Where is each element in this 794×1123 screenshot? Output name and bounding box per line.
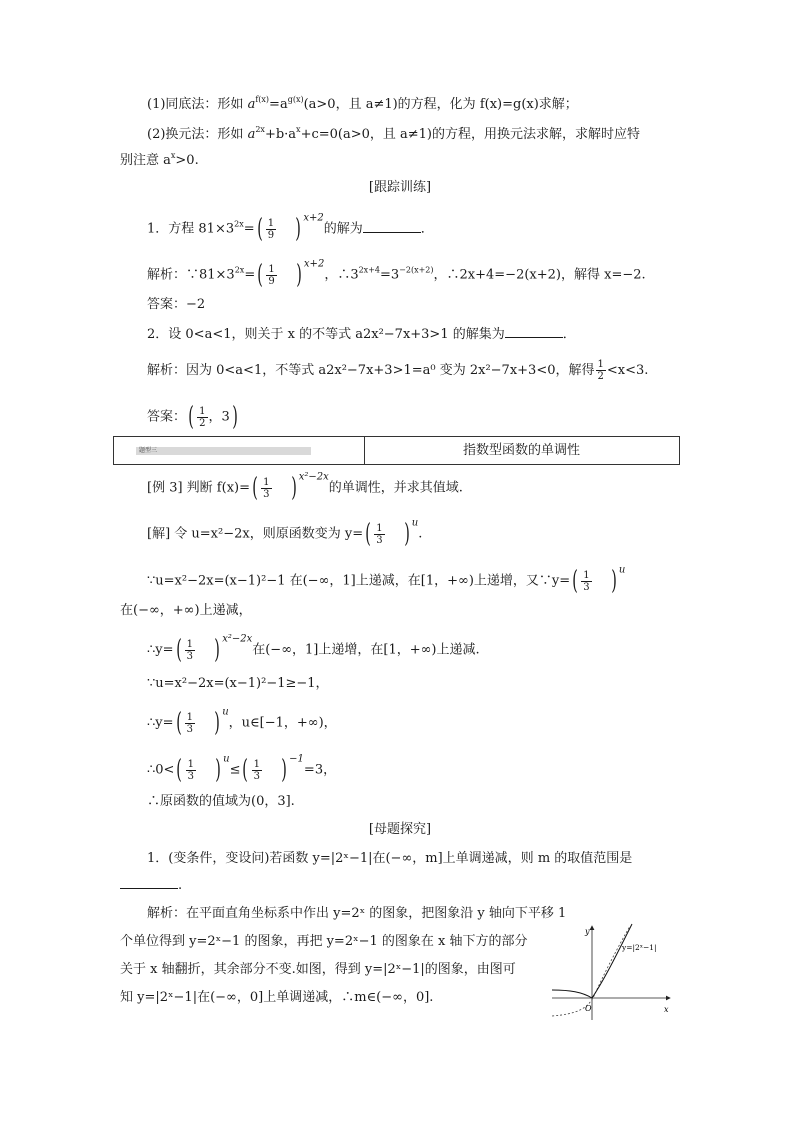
answer-blank[interactable] [363, 220, 421, 233]
section-heading-tracking: [跟踪训练] [368, 180, 432, 195]
answer-blank[interactable] [120, 876, 178, 889]
explore-question-blank-line: . [120, 876, 182, 895]
y-axis-label: y [585, 927, 590, 936]
solution-line-2: ∵u=x²−2x=(x−1)²−1 在(−∞，1]上递减，在[1，+∞)上递增，又∵y=( $\frac{1}{3}$ ) $^u$ [147, 564, 626, 596]
solution-line-5: ∵u=x²−2x=(x−1)²−1≥−1， [147, 676, 329, 691]
fraction: $\frac{1}{2}$ [597, 359, 604, 382]
explore-solution-3: 关于 x 轴翻折，其余部分不变.如图，得到 y=|2ˣ−1|的图象，由图可 [120, 962, 516, 977]
explore-solution-1: 解析：在平面直角坐标系中作出 y=2ˣ 的图象，把图象沿 y 轴向下平移 1 [147, 906, 567, 921]
function-graph [548, 920, 678, 1024]
method-2-line-2: 别注意 $a^x>0$. [120, 151, 199, 168]
curve-label: y=|2ˣ−1| [622, 943, 657, 952]
solution-line-6: ∴y=( $\frac{1}{3}$ ) $^u$，u∈[−1，+∞)， [147, 706, 337, 738]
topic-tag: 题型三 [136, 447, 311, 455]
explore-question: 1．(变条件，变设问)若函数 y=|2ˣ−1|在(−∞，m]上单调递减，则 m 的取值范围是 [147, 851, 633, 866]
solution-line-4: ∴y=( $\frac{1}{3}$ ) $^{x^2-2x}$在(−∞，1]上递增，在[1，+∞)上递减. [147, 633, 480, 665]
fraction: $\frac{1}{3}$ [263, 476, 270, 500]
question-1-solution: 解析：$\because 81\times 3^{2x}=$( $\frac{1}{9}$ ) $^{x+2}$，$\therefore 3^{2x+4}=3^{-2(x+2)}$，∴2x+4=−2(x+2)，解得 x=−2. [147, 258, 646, 290]
fraction: $\frac{1}{2}$ [199, 405, 206, 429]
question-2: 2．设 0<a<1，则关于 x 的不等式 a2x²−7x+3>1 的解集为 ． [147, 327, 576, 342]
solution-line-7: ∴0<( $\frac{1}{3}$ ) $^u$≤( $\frac{1}{3}$ ) $^{-1}$=3， [147, 753, 337, 785]
x-axis-label: x [664, 1005, 669, 1014]
question-1: 1．方程 $81\times 3^{2x}=$( $\frac{1}{9}$ ) $^{x+2}$的解为 ． [147, 212, 434, 244]
section-heading-explore: [母题探究] [368, 822, 432, 837]
question-1-answer: 答案：−2 [147, 297, 206, 312]
topic-title: 指数型函数的单调性 [462, 443, 580, 458]
question-2-solution: 解析：因为 0<a<1，不等式 a2x²−7x+3>1=a⁰ 变为 2x²−7x+3<0，解得 $\frac{1}{2}$ <x<3. [147, 359, 649, 382]
dashed-curve [552, 926, 630, 1016]
answer-blank[interactable] [505, 325, 563, 338]
topic-bar [113, 436, 680, 465]
origin-label: O [585, 1004, 592, 1013]
solution-line-1: [解] 令 u=x²−2x，则原函数变为 y=( $\frac{1}{3}$ ) $^u$. [147, 517, 423, 549]
fraction: $\frac{1}{9}$ [268, 263, 275, 287]
explore-solution-4: 知 y=|2ˣ−1|在(−∞，0]上单调递减，∴m∈(−∞，0]. [120, 990, 434, 1005]
solution-line-3: 在(−∞，+∞)上递减， [120, 603, 252, 618]
solution-line-8: ∴原函数的值域为(0，3]. [147, 794, 295, 809]
explore-solution-2: 个单位得到 y=2ˣ−1 的图象，再把 y=2ˣ−1 的图象在 x 轴下方的部分 [120, 934, 528, 949]
fraction: $\frac{1}{9}$ [267, 217, 275, 241]
question-2-answer: 答案：( $\frac{1}{2}$ ，3) [147, 402, 238, 432]
example-3: [例 3] 判断 f(x)=( $\frac{1}{3}$ ) $^{x^2-2x}$的单调性，并求其值域. [147, 471, 463, 503]
method-1-line: (1)同底法：形如 $a^{f(x)}=a^{g(x)}(a>0$，且 a≠1)的方程，化为 f(x)=g(x)求解； [147, 95, 578, 112]
method-2-line: (2)换元法：形如 $a^{2x}+b\cdot a^x+c=0(a>0$，且 a≠1)的方程，用换元法求解，求解时应特 [147, 125, 641, 142]
